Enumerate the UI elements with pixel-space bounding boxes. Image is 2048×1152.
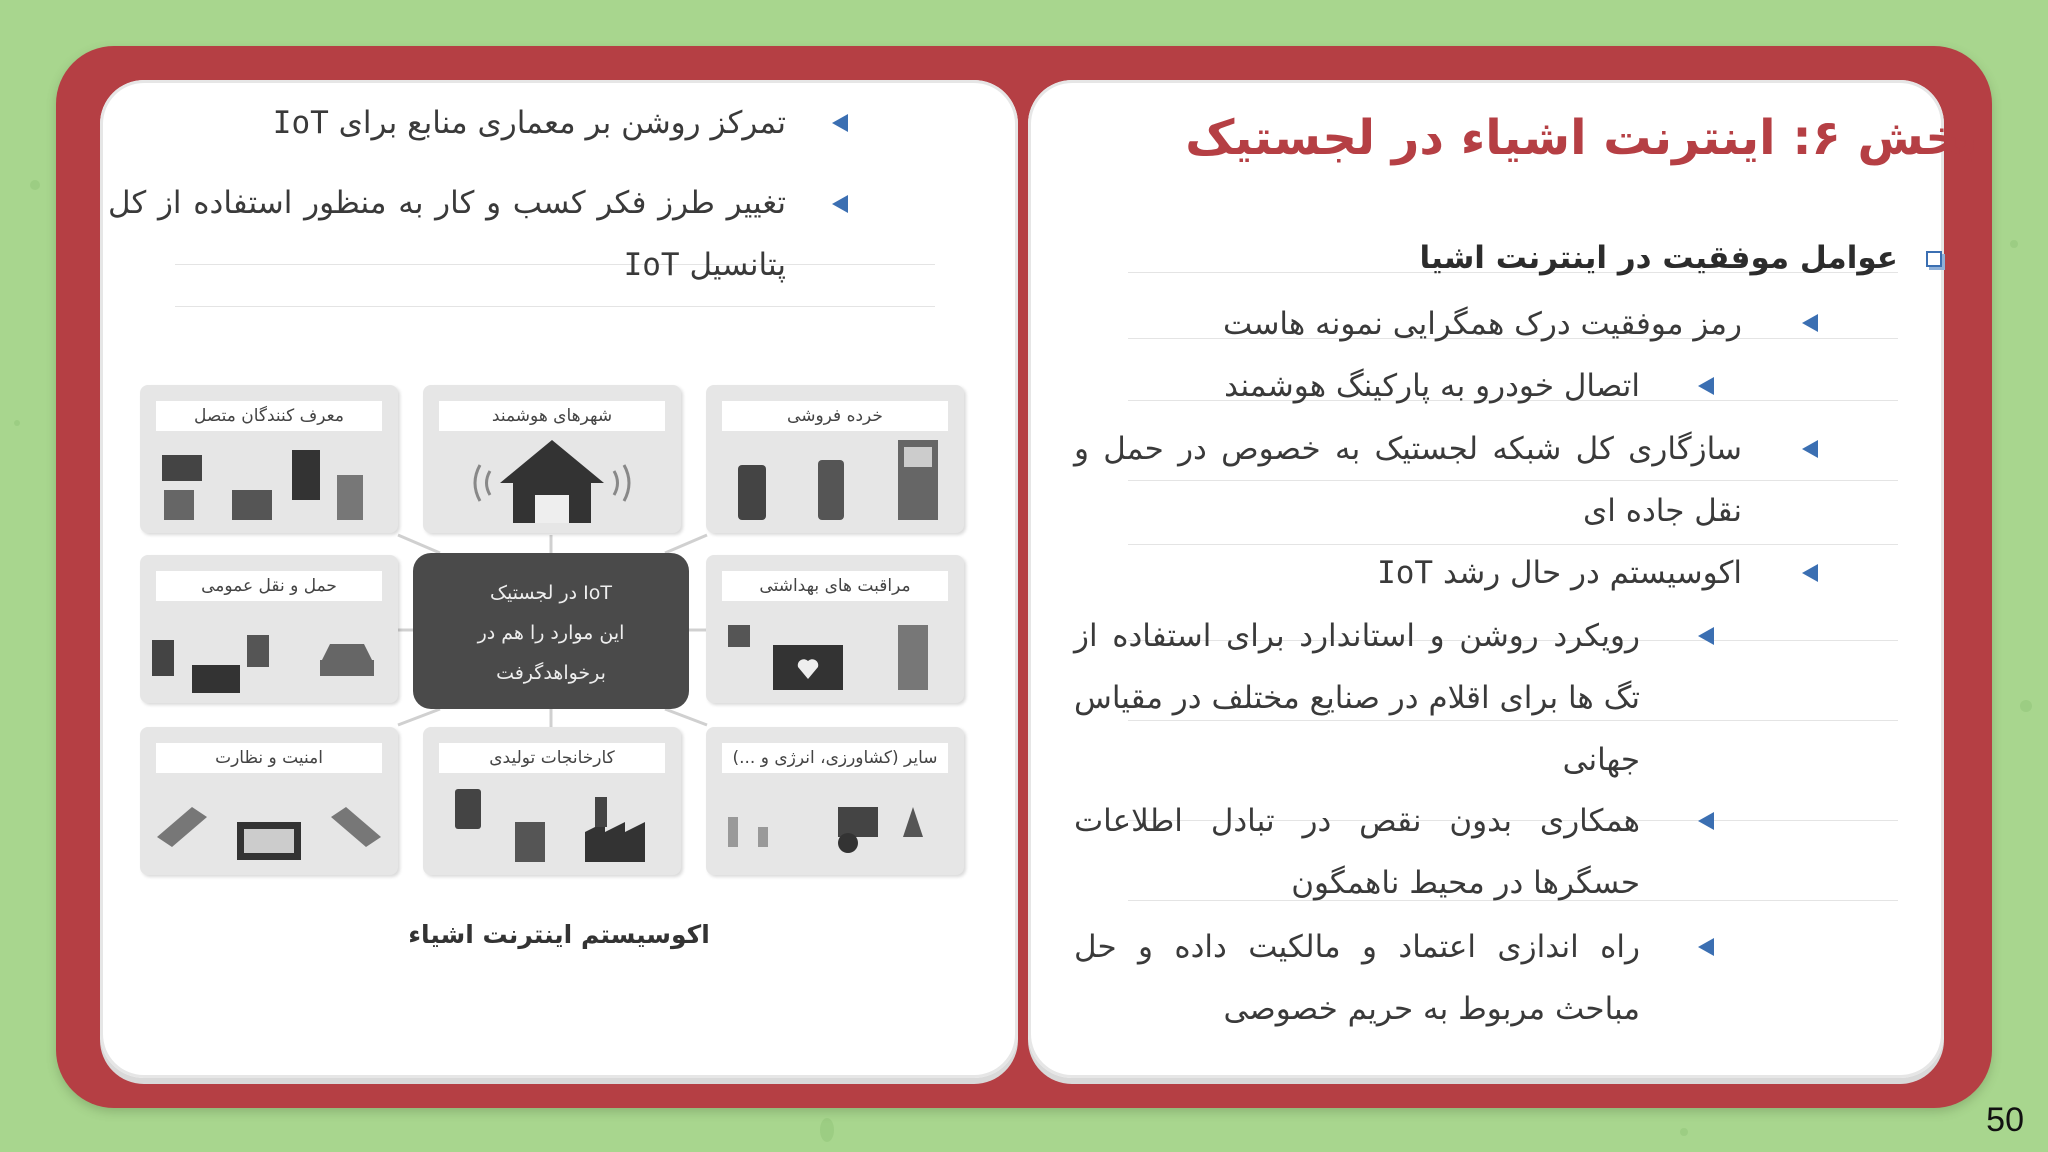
right-bullet-5: رویکرد روشن و استاندارد برای استفاده از تگ ها برای اقلام در صنایع مختلف در مقیاس جهانی <box>1074 618 1640 778</box>
smart-home-icon <box>435 435 669 525</box>
tile-public-transport <box>140 555 398 703</box>
tile-label: مراقبت های بهداشتی <box>722 571 948 601</box>
center-line-1: IoT در لجستیک <box>489 582 613 604</box>
security-camera-icon <box>152 777 386 867</box>
page-number: 50 <box>1986 1101 2024 1139</box>
right-bullet-6: همکاری بدون نقص در تبادل اطلاعات حسگرها در محیط ناهمگون <box>1074 803 1640 901</box>
right-bullet-3: سازگاری کل شبکه لجستیک به خصوص در حمل و نقل جاده ای <box>1074 431 1742 529</box>
factory-icon <box>435 777 669 867</box>
square-bullet-icon <box>1926 251 1942 267</box>
slide-title: بخش ۶: اینترنت اشیاء در لجستیک <box>1185 110 1978 166</box>
bullet-arrow-icon <box>1698 377 1714 395</box>
tile-label: خرده فروشی <box>722 401 948 431</box>
right-bullet-1: رمز موفقیت درک همگرایی نمونه هاست <box>1223 306 1742 342</box>
left-bullet-1: تمرکز روشن بر معماری منابع برای IoT <box>272 105 786 141</box>
diagram-center <box>413 553 689 709</box>
bullet-arrow-icon <box>1802 440 1818 458</box>
section-heading: عوامل موفقیت در اینترنت اشیا <box>1419 240 1898 276</box>
tile-label: شهرهای هوشمند <box>439 401 665 431</box>
tile-other <box>706 727 964 875</box>
agriculture-energy-icon <box>718 777 952 867</box>
tile-security <box>140 727 398 875</box>
transport-icon <box>152 605 386 695</box>
iot-ecosystem-diagram <box>140 385 965 875</box>
right-bullet-4: اکوسیستم در حال رشد IoT <box>1377 555 1742 591</box>
bullet-arrow-icon <box>832 195 848 213</box>
bullet-arrow-icon <box>1698 812 1714 830</box>
tile-manufacturing <box>423 727 681 875</box>
tile-smart-cities <box>423 385 681 533</box>
bullet-arrow-icon <box>1802 564 1818 582</box>
healthcare-icon <box>718 605 952 695</box>
retail-icon <box>718 435 952 525</box>
bullet-arrow-icon <box>1698 938 1714 956</box>
bullet-arrow-icon <box>1802 314 1818 332</box>
tile-label: حمل و نقل عمومی <box>156 571 382 601</box>
tile-label: سایر (کشاورزی، انرژی و ...) <box>722 743 948 773</box>
bullet-arrow-icon <box>1698 627 1714 645</box>
center-line-2: این موارد را هم در <box>477 622 625 644</box>
center-line-3: برخواهدگرفت <box>496 662 606 684</box>
right-bullet-7: راه اندازی اعتماد و مالکیت داده و حل مباحث مربوط به حریم خصوصی <box>1074 929 1640 1027</box>
right-bullet-2: اتصال خودرو به پارکینگ هوشمند <box>1224 368 1640 404</box>
tile-healthcare <box>706 555 964 703</box>
tile-connected-consumers <box>140 385 398 533</box>
consumer-devices-icon <box>152 435 386 525</box>
tile-retail <box>706 385 964 533</box>
bullet-arrow-icon <box>832 114 848 132</box>
tile-label: معرف کنندگان متصل <box>156 401 382 431</box>
tile-label: کارخانجات تولیدی <box>439 743 665 773</box>
left-bullet-2: تغییر طرز فکر کسب و کار به منظور استفاده از کل پتانسیل IoT <box>108 185 786 283</box>
tile-label: امنیت و نظارت <box>156 743 382 773</box>
diagram-caption: اکوسیستم اینترنت اشیاء <box>408 920 710 949</box>
